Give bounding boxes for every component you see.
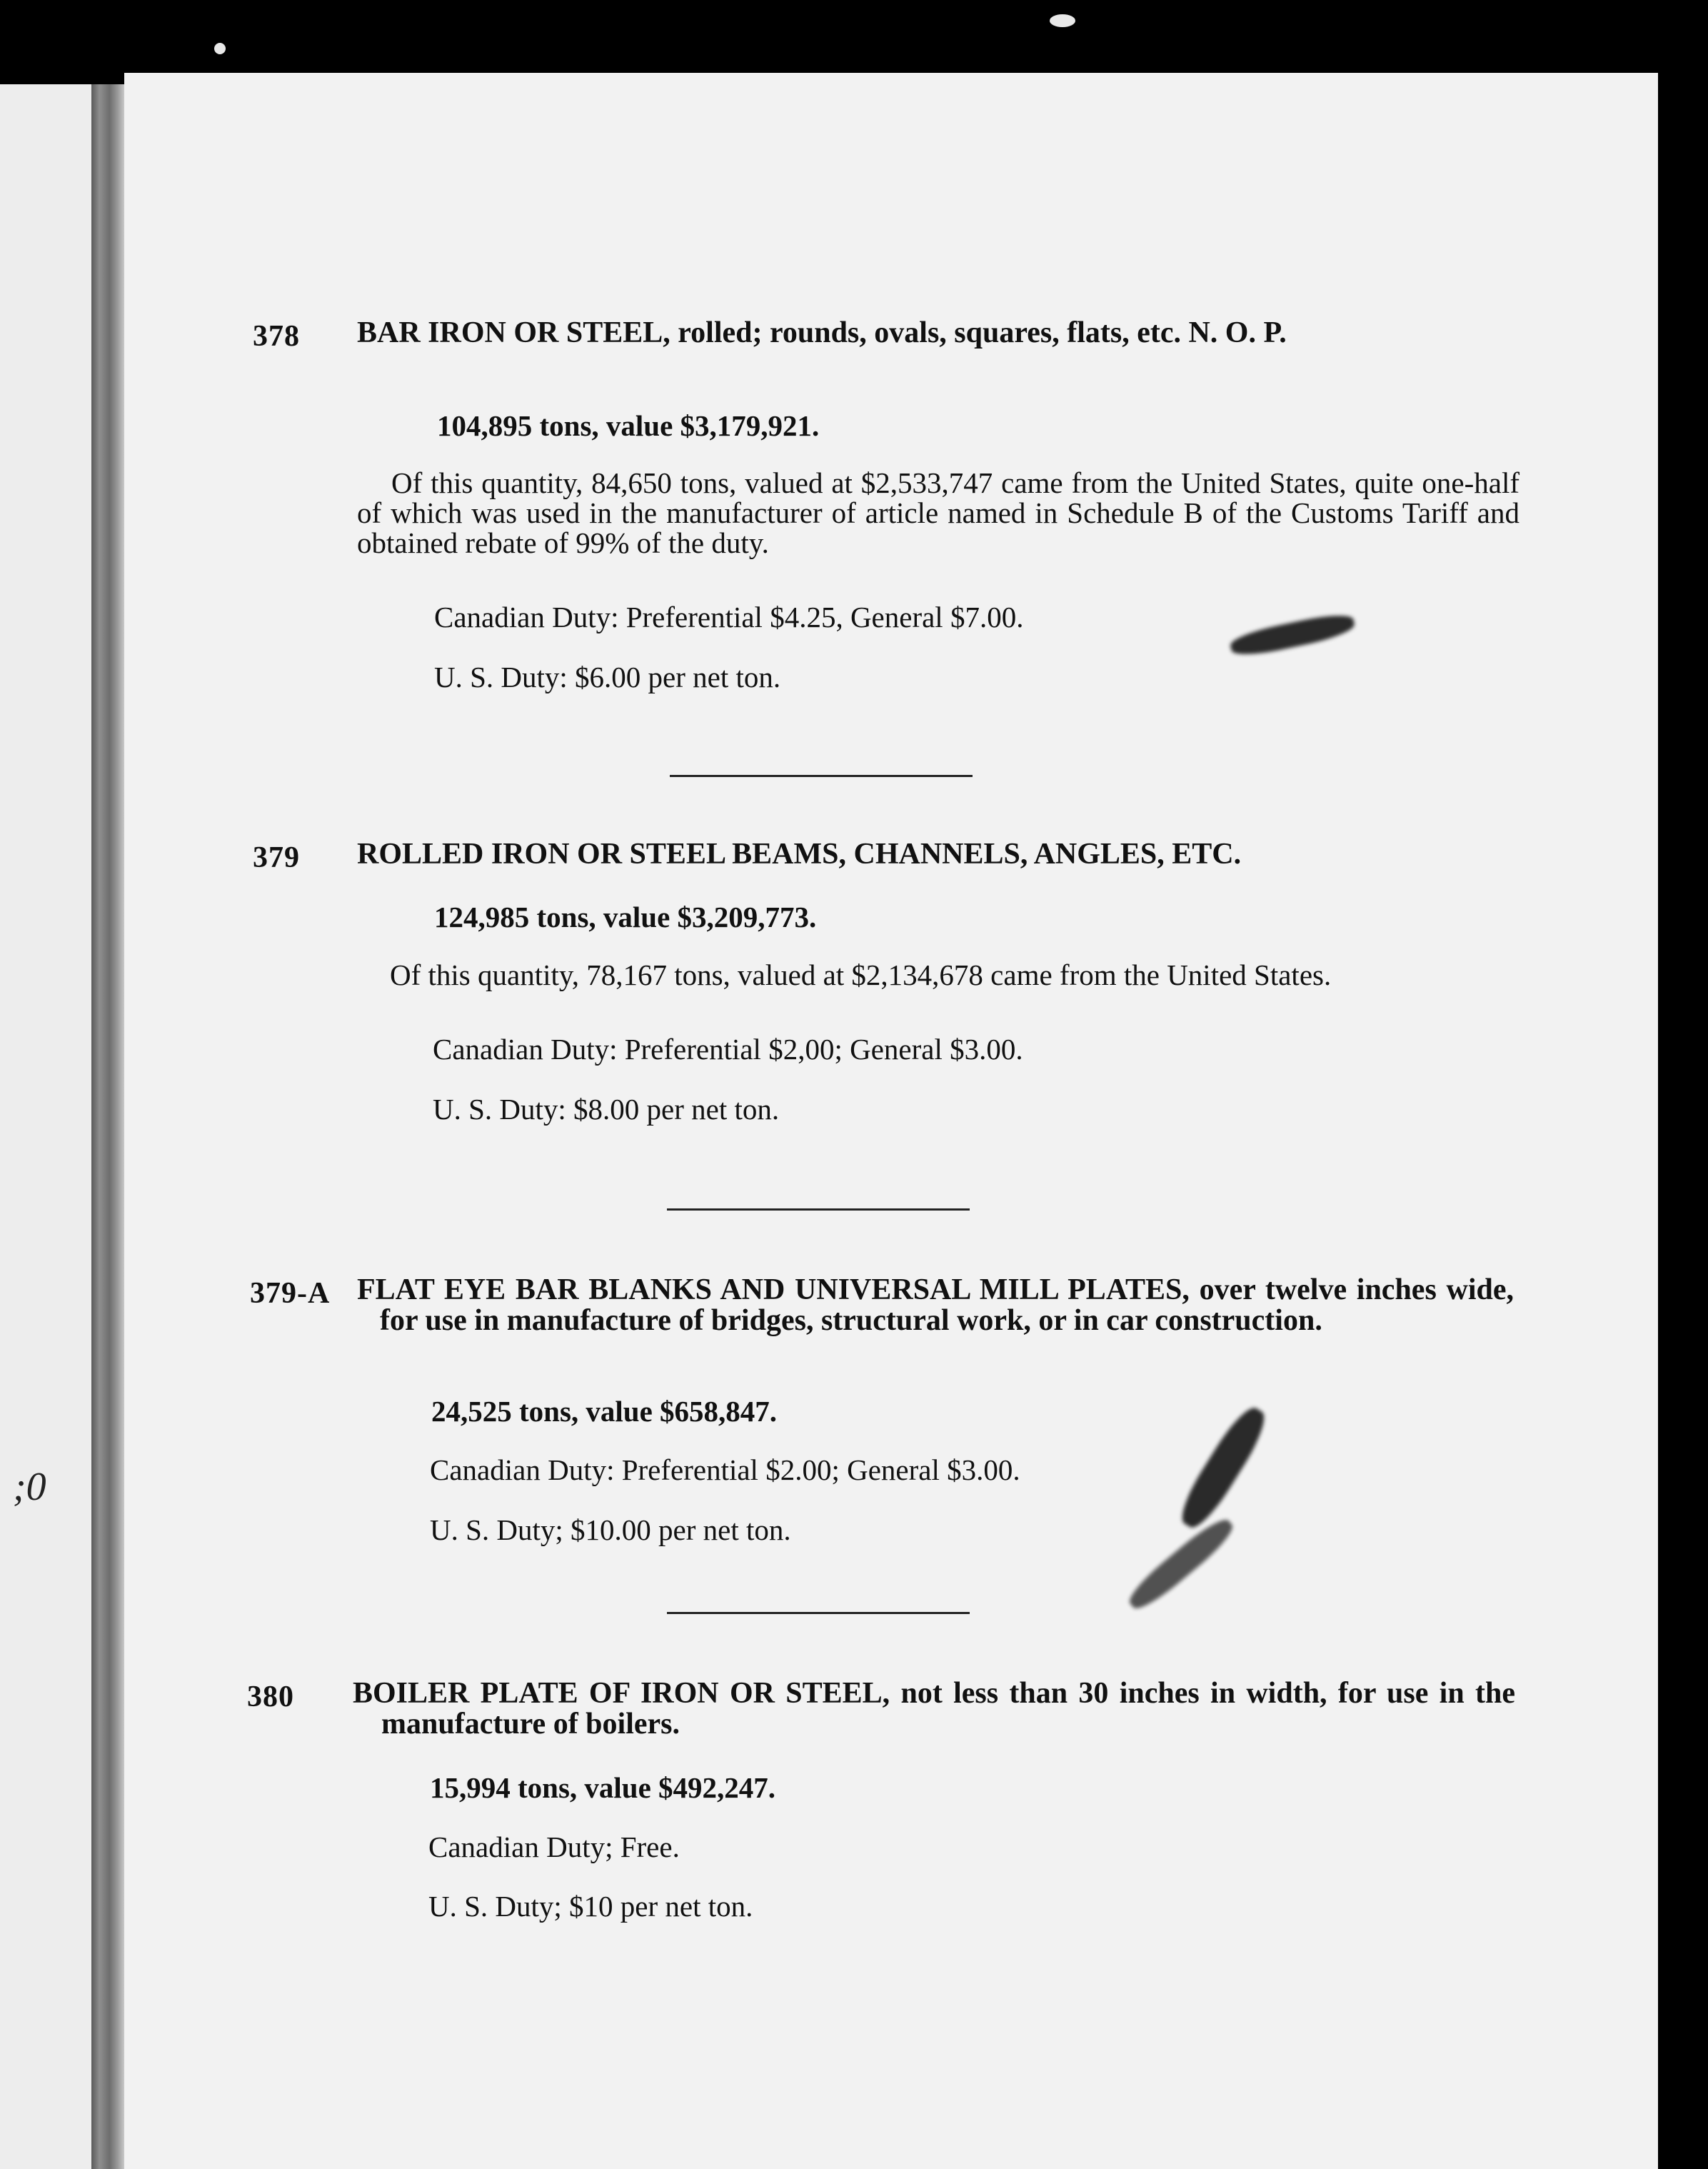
canadian-duty: Canadian Duty; Free. — [428, 1830, 680, 1863]
us-duty: U. S. Duty; $10.00 per net ton. — [430, 1513, 791, 1546]
ink-smudge — [1228, 610, 1356, 660]
canadian-duty: Canadian Duty: Preferential $4.25, General $7.00. — [434, 601, 1024, 633]
us-duty: U. S. Duty: $8.00 per net ton. — [433, 1093, 780, 1126]
heading-detail: over twelve inches wide, for use in manufacture of bridges, structural work, or in car construction. — [380, 1273, 1514, 1337]
heading-detail: not less than 30 inches in width, for use in the manufacture of boilers. — [381, 1677, 1515, 1740]
scan-speck — [1050, 14, 1075, 27]
quantity-value: 24,525 tons, value $658,847. — [431, 1395, 778, 1428]
section-heading — [357, 1275, 1514, 1336]
section-heading — [353, 1678, 1515, 1740]
section-heading — [357, 318, 1519, 349]
ink-smudge — [1173, 1401, 1273, 1534]
heading-title: BOILER PLATE OF IRON OR STEEL, — [353, 1677, 890, 1710]
ink-smudge — [1123, 1513, 1238, 1615]
heading-title: BAR IRON OR STEEL, — [357, 316, 670, 349]
section-divider — [667, 1612, 970, 1614]
margin-note: ;0 — [13, 1465, 46, 1509]
quantity-value: 104,895 tons, value $3,179,921. — [437, 409, 820, 442]
section-number: 379 — [253, 841, 300, 874]
section-number: 379-A — [250, 1277, 331, 1310]
section-number: 378 — [253, 320, 300, 353]
section-divider — [667, 1208, 970, 1211]
import-note: Of this quantity, 78,167 tons, valued at $2,134,678 came from the United States. — [390, 958, 1332, 991]
canadian-duty: Canadian Duty: Preferential $2,00; General $3.00. — [433, 1033, 1023, 1066]
canadian-duty: Canadian Duty: Preferential $2.00; General $3.00. — [430, 1453, 1020, 1486]
section-number: 380 — [247, 1680, 294, 1713]
us-duty: U. S. Duty; $10 per net ton. — [428, 1890, 753, 1923]
quantity-value: 15,994 tons, value $492,247. — [430, 1771, 776, 1804]
quantity-value: 124,985 tons, value $3,209,773. — [434, 901, 817, 933]
section-heading — [357, 839, 1519, 870]
heading-detail: rolled; rounds, ovals, squares, flats, etc. N. O. P. — [670, 316, 1287, 349]
heading-title: ROLLED IRON OR STEEL BEAMS, CHANNELS, ANGLES, ETC. — [357, 838, 1242, 871]
us-duty: U. S. Duty: $6.00 per net ton. — [434, 661, 781, 693]
section-divider — [670, 775, 973, 777]
import-note: Of this quantity, 84,650 tons, valued at $2,533,747 came from the United States, quite one-half of which was used in the manufacturer of article named in Schedule B of the Customs Tariff and obtained rebate of 99% of the duty. — [357, 466, 1519, 559]
page-binding-shadow — [91, 84, 124, 2169]
heading-title: FLAT EYE BAR BLANKS AND UNIVERSAL MILL PLATES, — [357, 1273, 1190, 1306]
scan-speck — [214, 43, 226, 54]
document-page — [124, 73, 1658, 2169]
